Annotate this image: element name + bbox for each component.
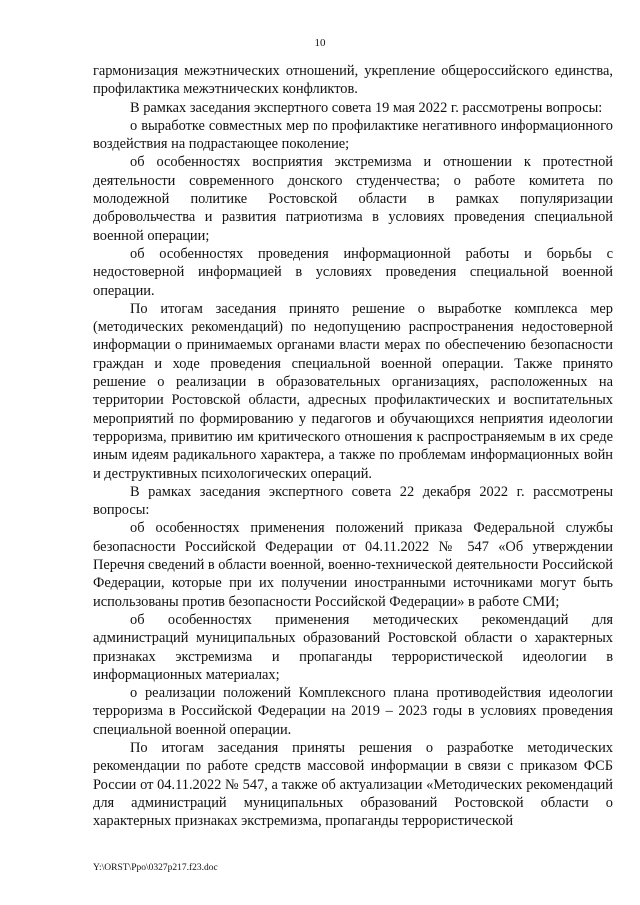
file-path-footer: Y:\ORST\Ppo\0327p217.f23.doc <box>93 863 218 873</box>
paragraph: В рамках заседания экспертного совета 19 мая 2022 г. рассмотрены вопросы: <box>130 99 603 116</box>
paragraph: По итогам заседания принято решение о выработке комплекса мер (методических рекомендаций) по недопущению распространения недостоверной информации о принимаемых органами власти мерах по обеспечению безопасности граждан и ходе проведения специальной военной операции. Также принято решение о реализации в образовательных организациях, расположенных на территории Ростовской области, адресных профилактических и воспитательных мероприятий по формированию у педагогов и обучающихся неприятия идеологии терроризма, привитию им критического отношения к распространяемым в их среде иным идеям радикального характера, а также по проблемам информационных войн и деструктивных психологических операций. <box>93 300 613 482</box>
paragraph: гармонизация межэтнических отношений, укрепление общероссийского единства, профилактика межэтнических конфликтов. <box>93 63 613 98</box>
paragraph: об особенностях применения положений приказа Федеральной службы безопасности Российской Федерации от 04.11.2022 № 547 «Об утверждении Перечня сведений в области военной, военно-технической деятельности Российской Федерации, которые при их получении иностранными источниками могут быть использованы против безопасности Российской Федерации» в работе СМИ; <box>93 520 613 610</box>
paragraph: об особенностях восприятия экстремизма и отношении к протестной деятельности современного донского студенчества; о работе комитета по молодежной политике Ростовской области в рамках популяризации добровольчества и развития патриотизма в условиях проведения специальной военной операции; <box>93 154 613 244</box>
paragraph: о реализации положений Комплексного плана противодействия идеологии терроризма в Российской Федерации на 2019 – 2023 годы в условиях проведения специальной военной операции. <box>93 685 613 738</box>
paragraph: об особенностях применения методических рекомендаций для администраций муниципальных образований Ростовской области о характерных признаках экстремизма и пропаганды террористической идеологии в информационных материалах; <box>93 611 613 683</box>
page-number: 10 <box>314 37 326 49</box>
paragraph: о выработке совместных мер по профилактике негативного информационного воздействия на подрастающее поколение; <box>93 117 613 153</box>
paragraph: По итогам заседания приняты решения о разработке методических рекомендации по работе средств массовой информации в связи с приказом ФСБ России от 04.11.2022 № 547, а также об актуализации «Методических рекомендаций для администраций муниципальных образований Ростовской области о характерных признаках экстремизма, пропаганды террористической <box>93 739 613 830</box>
paragraph: об особенностях проведения информационной работы и борьбы с недостоверной информацией в условиях проведения специальной военной операции. <box>93 245 613 299</box>
document-body <box>93 62 613 830</box>
paragraph: В рамках заседания экспертного совета 22 декабря 2022 г. рассмотрены вопросы: <box>93 483 613 519</box>
